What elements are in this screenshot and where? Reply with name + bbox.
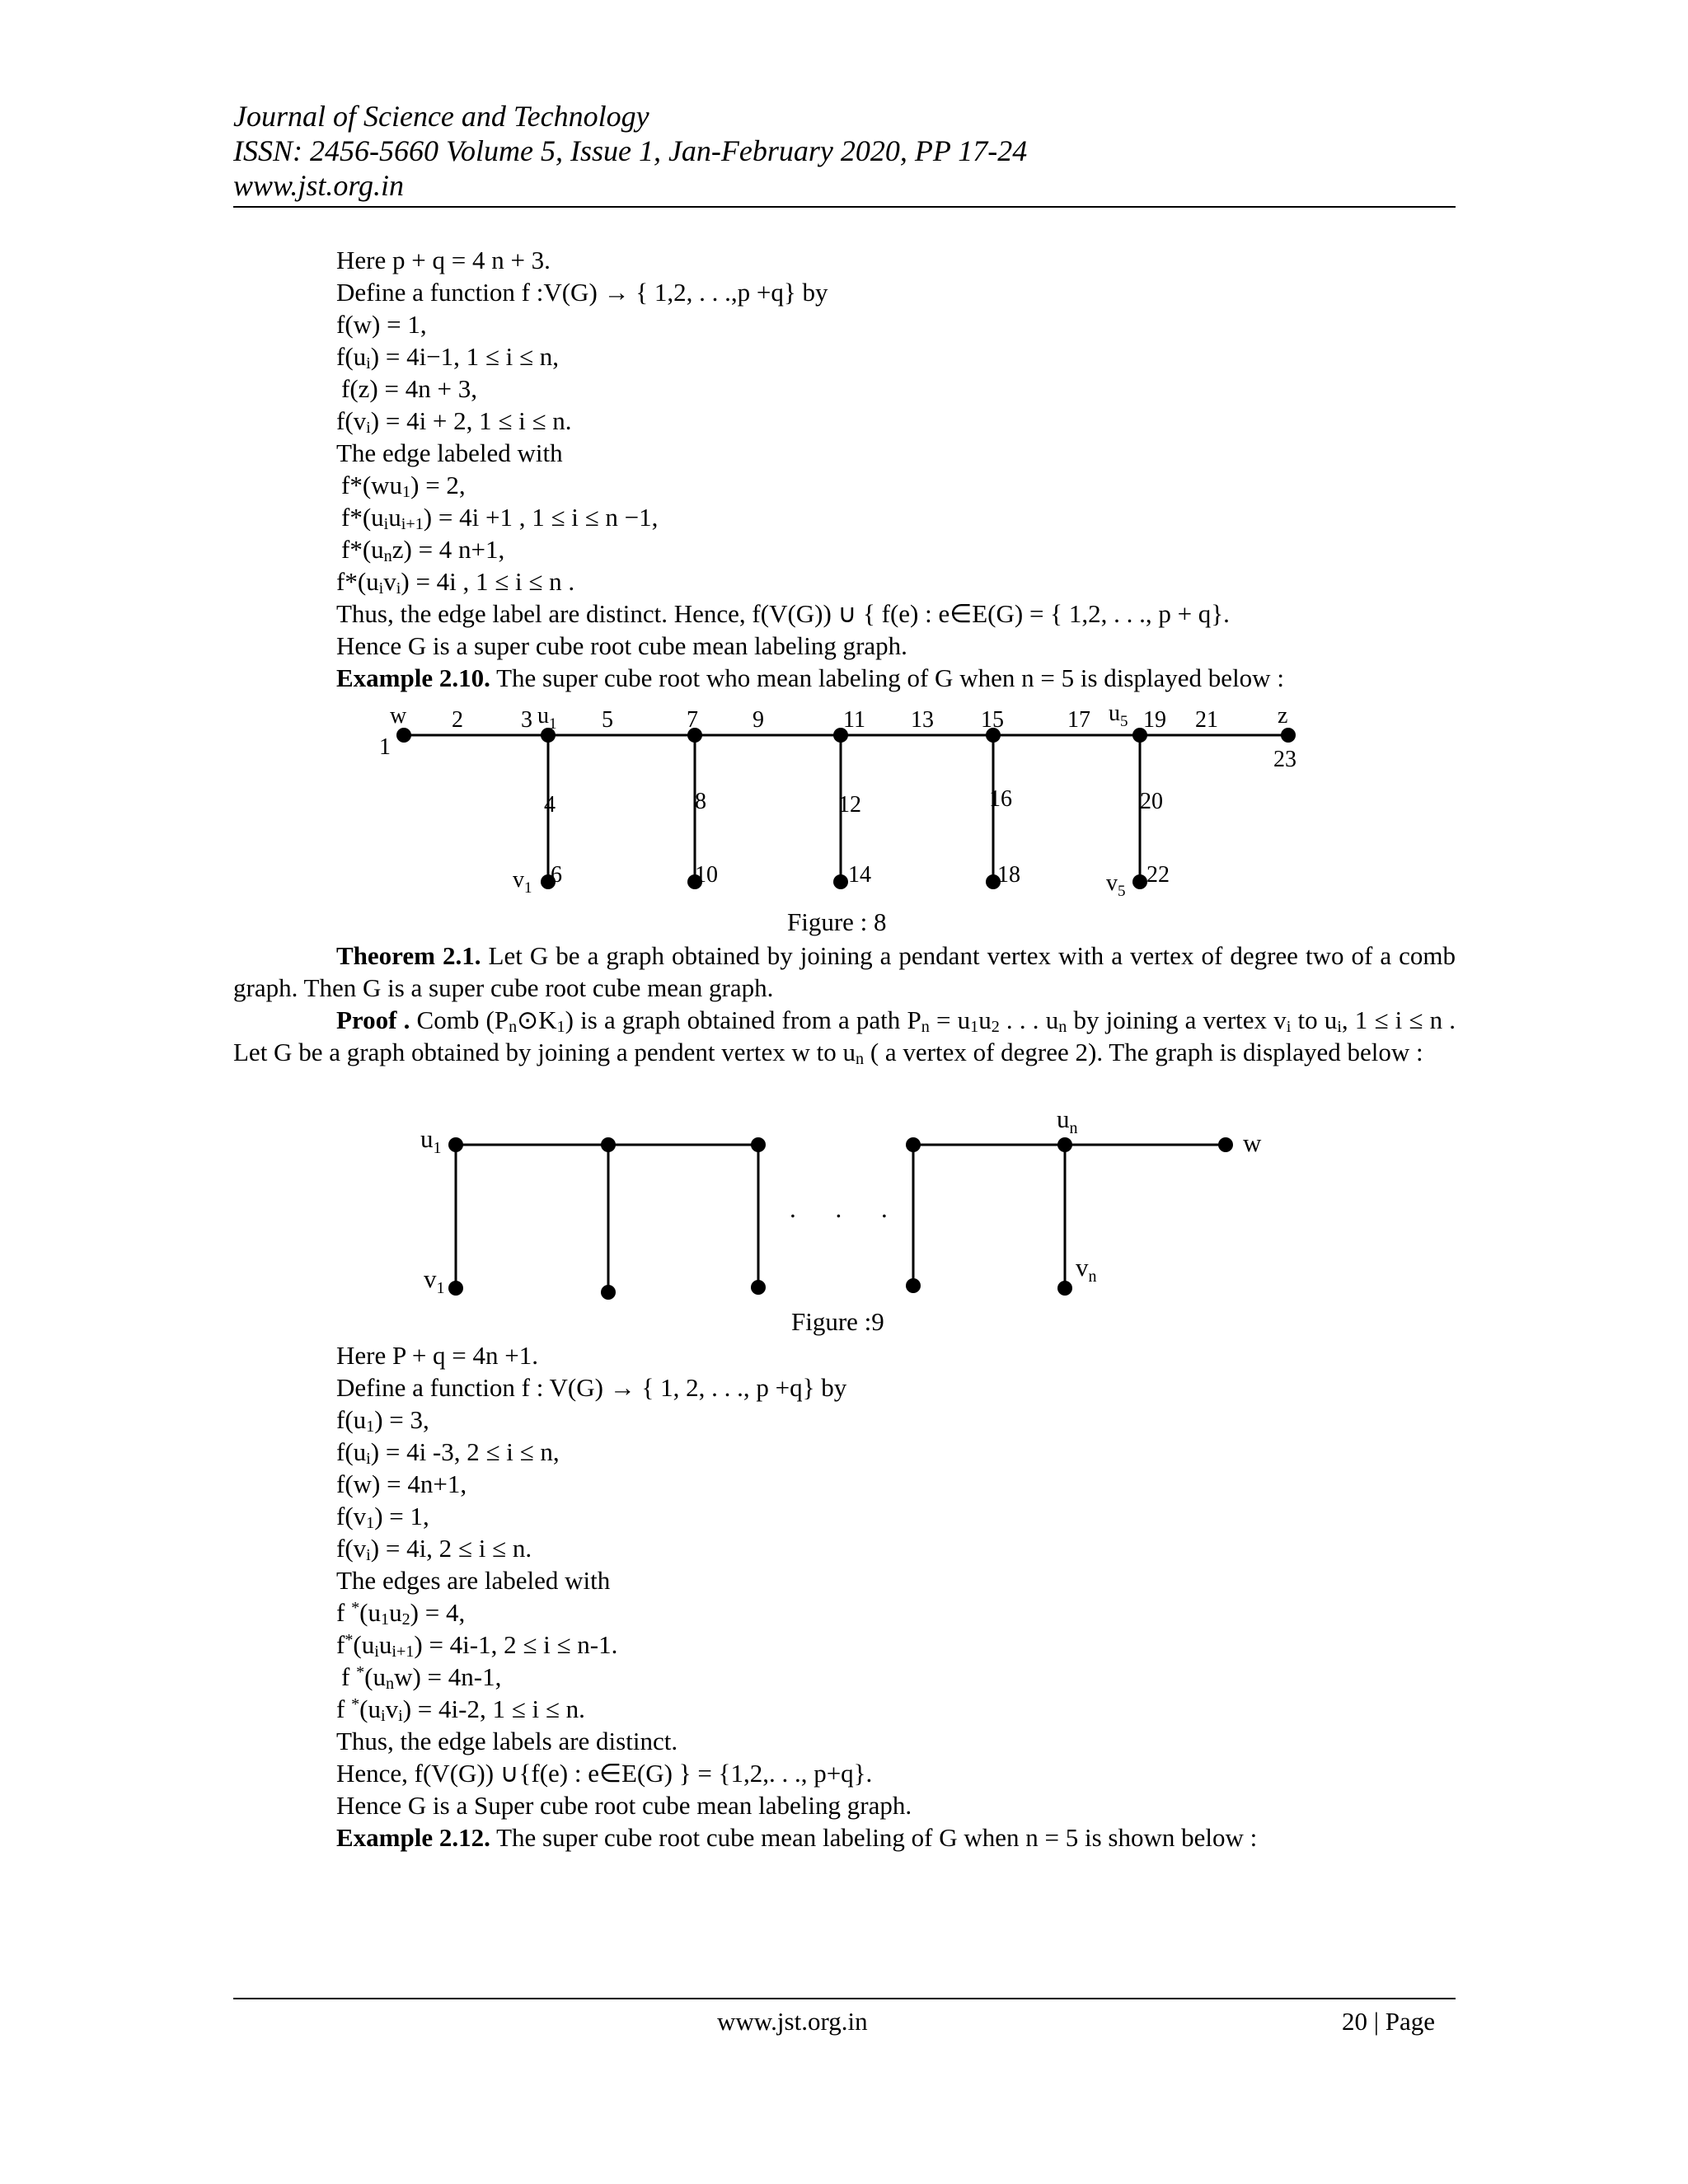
graph-vertex [396, 728, 411, 743]
figure-8-caption: Figure : 8 [787, 907, 887, 936]
spoke-label: 20 [1140, 789, 1163, 814]
journal-issn: ISSN: 2456-5660 Volume 5, Issue 1, Jan-February 2020, PP 17-24 [233, 134, 1028, 167]
text-line: Hence, f(V(G)) ∪{f(e) : e∈E(G) } = {1,2,. . ., p+q}. [336, 1759, 873, 1788]
label-u1: $u_1$ [420, 1124, 442, 1157]
text-line: Define a function f :V(G) → { 1,2, . . .,p +q} by [336, 278, 828, 307]
vertex-value: 22 [1146, 862, 1170, 888]
label-v1: $v_1$ [424, 1264, 445, 1297]
formula-line: f $^*(u_iv_i) = 4i-2$, 1 ≤ i ≤ n. [336, 1694, 585, 1725]
graph-vertex [751, 1137, 766, 1152]
figure-8-graph [0, 692, 1688, 898]
graph-vertex [906, 1137, 921, 1152]
example-label: Example 2.12. [336, 1823, 490, 1852]
graph-vertex [1057, 1137, 1072, 1152]
formula-line: $f(v_i) = 4i + 2$, 1 ≤ i ≤ n. [336, 406, 572, 437]
formula-line: $f*(u_iu_{i+1}) = 4i +1$ , 1 ≤ i ≤ n −1, [341, 503, 659, 533]
edge-label: 9 [753, 707, 764, 733]
example-label: Example 2.10. [336, 663, 490, 692]
spoke-label: 12 [838, 792, 861, 818]
edge-label: 11 [843, 707, 865, 733]
graph-vertex [601, 1285, 616, 1300]
example-line [336, 1822, 1257, 1854]
vertex-value: 6 [551, 862, 562, 888]
theorem-text: Let G be a graph obtained by joining a pendant vertex with a vertex of degree two of a comb graph. Then G is a super cube root cube mean graph. [233, 941, 1456, 1002]
text-line: Thus, the edge label are distinct. Hence, f(V(G)) ∪ { f(e) : e∈E(G) = { 1,2, . . ., p + q}. [336, 599, 1230, 628]
label-z: z [1278, 703, 1288, 729]
label-un: $u_n$ [1057, 1104, 1078, 1137]
label-w: w [1243, 1128, 1262, 1157]
text-line: Here P + q = 4n +1. [336, 1341, 539, 1370]
text-line: The edge labeled with [336, 438, 563, 467]
label-v1: $v_1$ [513, 867, 532, 897]
formula-line: $f*(wu_1) = 2$, [341, 471, 466, 501]
edge-label: 19 [1143, 707, 1166, 733]
graph-vertex [448, 1281, 463, 1296]
vertex-value: 1 [379, 734, 391, 760]
label-u5: $u_5$ [1109, 701, 1128, 730]
theorem-paragraph [233, 940, 1456, 1004]
spoke-label: 16 [989, 786, 1012, 812]
label-w: w [390, 703, 407, 729]
graph-vertex [601, 1137, 616, 1152]
edge-label: 15 [981, 707, 1004, 733]
graph-vertex [906, 1278, 921, 1293]
figure-9-caption: Figure :9 [791, 1307, 884, 1336]
edge-label: 5 [602, 707, 613, 733]
formula-line: f $^*(u_nw) = 4n-1$, [341, 1662, 502, 1693]
formula-line: $f(v_i) = 4i$, 2 ≤ i ≤ n. [336, 1534, 532, 1564]
example-text: The super cube root cube mean labeling of G when n = 5 is shown below : [490, 1823, 1258, 1852]
label-u1: $u_1$ [537, 703, 557, 733]
example-line [336, 663, 1284, 694]
formula-line: $f(u_i) = 4i-1$, 1 ≤ i ≤ n, [336, 342, 560, 373]
formula-line: $f(u_1) = 3$, [336, 1405, 429, 1436]
theorem-label: Theorem 2.1. [336, 941, 481, 970]
formula-line: $f*(u_nz) = 4$ n+1, [341, 535, 505, 565]
label-v5: $v_5$ [1106, 870, 1126, 898]
text-line: f(z) = 4n + 3, [341, 374, 477, 403]
text-line: Hence G is a super cube root cube mean labeling graph. [336, 631, 907, 660]
edge-label: 17 [1067, 707, 1090, 733]
formula-line: f(w) = 4n+1, [336, 1469, 467, 1498]
text-line: Hence G is a Super cube root cube mean labeling graph. [336, 1791, 912, 1820]
edge-label: 21 [1195, 707, 1218, 733]
spoke-label: 8 [695, 789, 706, 814]
edge-label: 2 [452, 707, 463, 733]
vertex-value: 23 [1273, 747, 1296, 772]
vertex-value: 18 [997, 862, 1020, 888]
edge-label: 13 [911, 707, 934, 733]
proof-label: Proof . [336, 1005, 410, 1034]
graph-vertex [1132, 874, 1147, 889]
footer-rule [233, 1998, 1456, 1999]
edge-label: 3 [521, 707, 532, 733]
graph-vertex [833, 874, 848, 889]
graph-vertex [1281, 728, 1296, 743]
journal-title: Journal of Science and Technology [233, 100, 649, 133]
vertex-value: 14 [848, 862, 871, 888]
figure-9-graph [0, 1104, 1688, 1310]
text-line: The edges are labeled with [336, 1566, 611, 1595]
proof-paragraph: Proof . Comb $(P_n⊙K_1)$ is a graph obtained from a path $P_n = u_1u_2$ . . . $u_n$ by joining a vertex $v_i$ to $u_i$, 1 ≤ i ≤ n . Let G be a graph obtained by joining a pendent vertex w to $u_n$ ( a vertex of degree 2). The graph is displayed below : [233, 1005, 1456, 1068]
formula-line: f $^*(u_1u_2) = 4$, [336, 1598, 466, 1629]
graph-vertex [448, 1137, 463, 1152]
text-line: Thus, the edge labels are distinct. [336, 1727, 678, 1755]
ellipsis-dots: . . . [790, 1194, 904, 1223]
edge-label: 7 [687, 707, 698, 733]
text-line: f(w) = 1, [336, 310, 427, 339]
page-number: 20 | Page [1342, 2007, 1435, 2036]
text-line: Define a function f : V(G) → { 1, 2, . . ., p +q} by [336, 1373, 847, 1402]
graph-vertex [1057, 1281, 1072, 1296]
formula-line: $f*(u_iv_i) = 4i$ , 1 ≤ i ≤ n . [336, 567, 575, 598]
formula-line: $f(v_1) = 1$, [336, 1502, 429, 1532]
vertex-value: 10 [695, 862, 718, 888]
example-text: The super cube root who mean labeling of G when n = 5 is displayed below : [490, 663, 1284, 692]
journal-site: www.jst.org.in [233, 169, 405, 202]
formula-line: $f^*(u_iu_{i+1}) = 4i-1$, 2 ≤ i ≤ n-1. [336, 1630, 618, 1661]
graph-vertex [1218, 1137, 1233, 1152]
formula-line: $f(u_i) = 4i$ -3, 2 ≤ i ≤ n, [336, 1437, 560, 1468]
footer-site: www.jst.org.in [717, 2007, 868, 2036]
text-line: Here p + q = 4 n + 3. [336, 246, 551, 274]
spoke-label: 4 [544, 792, 556, 818]
graph-vertex [751, 1280, 766, 1295]
header-rule [233, 206, 1456, 208]
label-vn: $v_n$ [1076, 1253, 1097, 1286]
